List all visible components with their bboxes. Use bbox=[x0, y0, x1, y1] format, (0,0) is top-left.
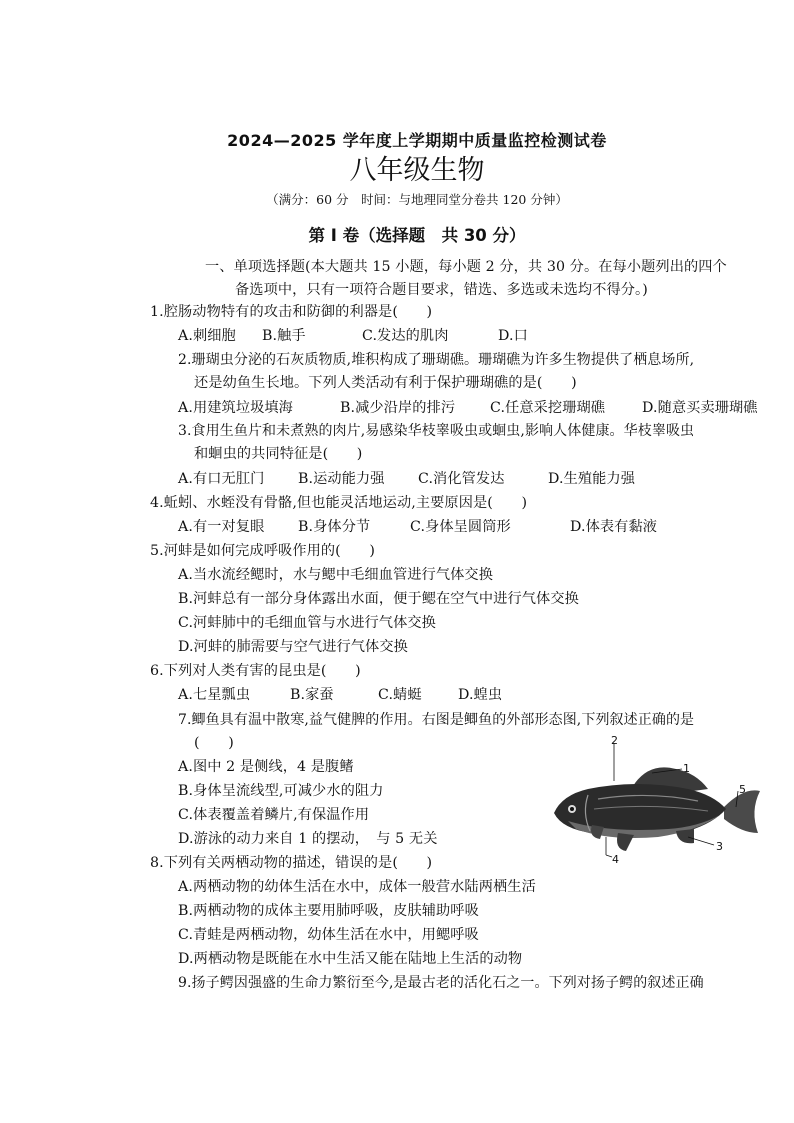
q8-option-d: D.两栖动物是既能在水中生活又能在陆地上生活的动物 bbox=[178, 951, 523, 967]
q6-option-c: C.蜻蜓 bbox=[378, 687, 422, 703]
q6-option-d: D.蝗虫 bbox=[458, 687, 503, 703]
q1-option-a: A.刺细胞 bbox=[178, 328, 236, 344]
q1-option-d: D.口 bbox=[498, 328, 528, 344]
figure-label-5: 5 bbox=[739, 783, 746, 796]
q2-option-d: D.随意买卖珊瑚礁 bbox=[642, 400, 758, 416]
q7-option-b: B.身体呈流线型,可减少水的阻力 bbox=[178, 783, 384, 799]
q2-option-c: C.任意采挖珊瑚礁 bbox=[490, 400, 606, 416]
q3-option-b: B.运动能力强 bbox=[298, 471, 385, 487]
figure-label-2: 2 bbox=[611, 734, 618, 747]
q8-option-b: B.两栖动物的成体主要用肺呼吸，皮肤辅助呼吸 bbox=[178, 903, 479, 919]
q5-option-c: C.河蚌肺中的毛细血管与水进行气体交换 bbox=[178, 615, 436, 631]
q7-option-d: D.游泳的动力来自 1 的摆动， 与 5 无关 bbox=[178, 831, 438, 847]
q2-option-b: B.减少沿岸的排污 bbox=[340, 400, 456, 416]
q5-option-b: B.河蚌总有一部分身体露出水面，便于鳃在空气中进行气体交换 bbox=[178, 591, 579, 607]
q7-stem-line1: 7.鲫鱼具有温中散寒,益气健脾的作用。右图是鲫鱼的外部形态图,下列叙述正确的是 bbox=[178, 712, 695, 728]
q2-stem-line2: 还是幼鱼生长地。下列人类活动有利于保护珊瑚礁的是( ) bbox=[194, 375, 577, 391]
q6-option-a: A.七星瓢虫 bbox=[178, 687, 251, 703]
q4-option-d: D.体表有黏液 bbox=[570, 519, 658, 535]
figure-label-3: 3 bbox=[716, 840, 723, 853]
q1-option-c: C.发达的肌肉 bbox=[362, 328, 449, 344]
crucian-carp-figure bbox=[548, 733, 768, 868]
q9-stem: 9.扬子鳄因强盛的生命力繁衍至今,是最古老的活化石之一。下列对扬子鳄的叙述正确 bbox=[178, 975, 704, 991]
q3-stem-line2: 和蛔虫的共同特征是( ) bbox=[194, 446, 363, 462]
q5-stem: 5.河蚌是如何完成呼吸作用的( ) bbox=[150, 543, 376, 559]
figure-label-1: 1 bbox=[683, 762, 690, 775]
q2-stem-line1: 2.珊瑚虫分泌的石灰质物质,堆积构成了珊瑚礁。珊瑚礁为许多生物提供了栖息场所, bbox=[178, 352, 695, 368]
q1-stem: 1.腔肠动物特有的攻击和防御的利器是( ) bbox=[150, 304, 433, 320]
q1-option-b: B.触手 bbox=[262, 328, 306, 344]
q3-option-d: D.生殖能力强 bbox=[548, 471, 636, 487]
q3-option-a: A.有口无肛门 bbox=[178, 471, 265, 487]
q8-option-a: A.两栖动物的幼体生活在水中，成体一般营水陆两栖生活 bbox=[178, 879, 536, 895]
instructions-line2: 备选项中，只有一项符合题目要求，错选、多选或未选均不得分。) bbox=[235, 282, 648, 298]
q4-option-b: B.身体分节 bbox=[298, 519, 371, 535]
q7-stem-line2: ( ) bbox=[194, 735, 234, 751]
q4-option-a: A.有一对复眼 bbox=[178, 519, 265, 535]
instructions-line1: 一、单项选择题(本大题共 15 小题，每小题 2 分，共 30 分。在每小题列出的四个 bbox=[205, 259, 727, 275]
q5-option-d: D.河蚌的肺需要与空气进行气体交换 bbox=[178, 639, 408, 655]
q7-option-c: C.体表覆盖着鳞片,有保温作用 bbox=[178, 807, 370, 823]
q8-option-c: C.青蛙是两栖动物，幼体生活在水中，用鳃呼吸 bbox=[178, 927, 479, 943]
q3-stem-line1: 3.食用生鱼片和未煮熟的肉片,易感染华枝睾吸虫或蛔虫,影响人体健康。华枝睾吸虫 bbox=[178, 423, 695, 439]
q3-option-c: C.消化管发达 bbox=[418, 471, 505, 487]
q4-stem: 4.蚯蚓、水蛭没有骨骼,但也能灵活地运动,主要原因是( ) bbox=[150, 495, 528, 511]
q6-option-b: B.家蚕 bbox=[290, 687, 334, 703]
q4-option-c: C.身体呈圆筒形 bbox=[410, 519, 511, 535]
exam-info: （满分：60 分 时间：与地理同堂分卷共 120 分钟） bbox=[266, 192, 568, 207]
q5-option-a: A.当水流经鳃时，水与鳃中毛细血管进行气体交换 bbox=[178, 567, 493, 583]
q2-option-a: A.用建筑垃圾填海 bbox=[178, 400, 293, 416]
q8-stem: 8.下列有关两栖动物的描述，错误的是( ) bbox=[150, 855, 433, 871]
section-title: 第 Ⅰ 卷（选择题 共 30 分） bbox=[308, 226, 526, 245]
figure-label-4: 4 bbox=[612, 853, 619, 866]
q6-stem: 6.下列对人类有害的昆虫是( ) bbox=[150, 663, 361, 679]
q7-option-a: A.图中 2 是侧线，4 是腹鳍 bbox=[178, 759, 354, 775]
exam-title: 2024—2025 学年度上学期期中质量监控检测试卷 bbox=[227, 131, 607, 150]
subject-title: 八年级生物 bbox=[349, 155, 485, 186]
